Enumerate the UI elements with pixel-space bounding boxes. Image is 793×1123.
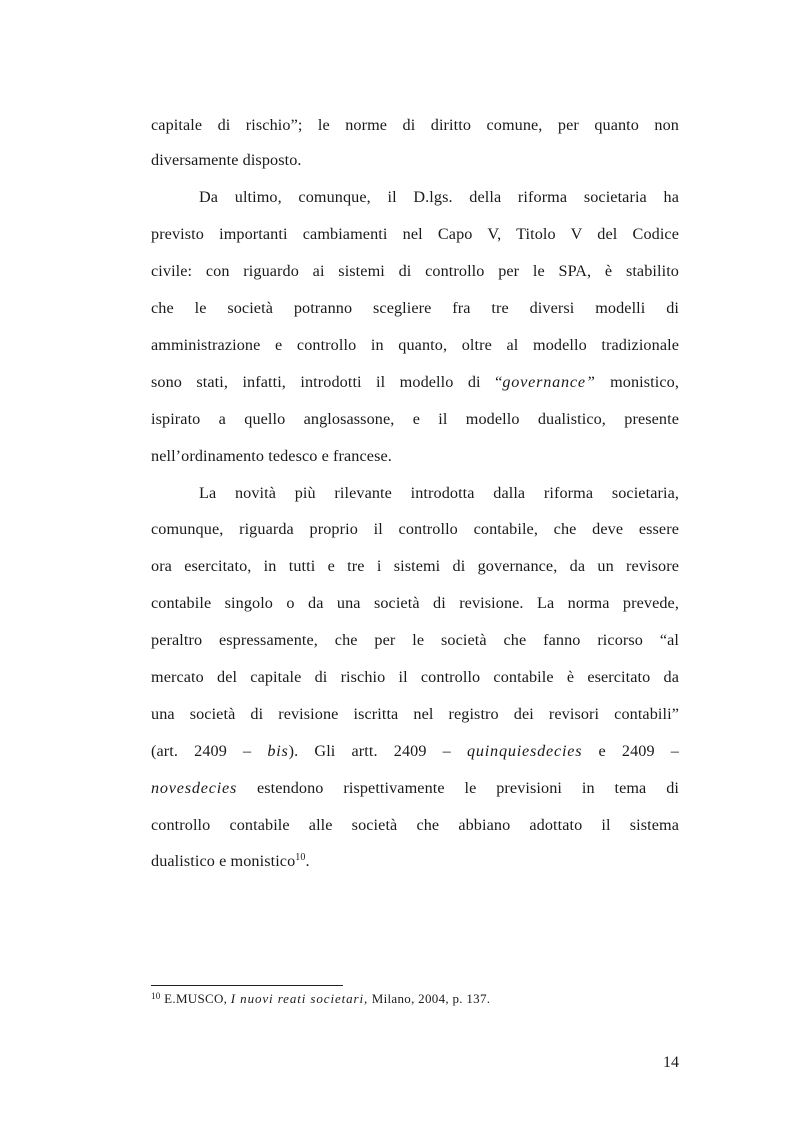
footnote: $^{10}$ E.MUSCO, I nuovi reati societari, Milano, 2004, p. 137.: [151, 991, 491, 1006]
body-line: mercato del capitale di rischio il controllo contabile è esercitato da: [151, 668, 679, 686]
body-line: ora esercitato, in tutti e tre i sistemi di governance, da un revisore: [151, 557, 679, 575]
footnote-number: 10: [151, 991, 161, 1001]
body-line: peraltro espressamente, che per le società che fanno ricorso “al: [151, 631, 679, 649]
body-line: diversamente disposto.: [151, 151, 302, 169]
body-line: una società di revisione iscritta nel registro dei revisori contabili”: [151, 705, 679, 723]
body-line: sono stati, infatti, introdotti il modello di “governance” monistico,: [151, 373, 679, 391]
footnote-ref: 10: [295, 852, 306, 863]
body-line: che le società potranno scegliere fra tre diversi modelli di: [151, 299, 679, 317]
body-line: (art. 2409 – bis). Gli artt. 2409 – quinquiesdecies e 2409 –: [151, 742, 679, 760]
body-line: ispirato a quello anglosassone, e il modello dualistico, presente: [151, 410, 679, 428]
body-line: nell’ordinamento tedesco e francese.: [151, 447, 392, 465]
footnote-separator: [151, 985, 343, 986]
body-line: amministrazione e controllo in quanto, oltre al modello tradizionale: [151, 336, 679, 354]
body-line: contabile singolo o da una società di revisione. La norma prevede,: [151, 594, 679, 612]
body-line: novesdecies estendono rispettivamente le previsioni in tema di: [151, 779, 679, 797]
page-number: 14: [663, 1054, 679, 1071]
body-line: Da ultimo, comunque, il D.lgs. della riforma societaria ha: [199, 188, 679, 206]
body-line: capitale di rischio”; le norme di diritto comune, per quanto non: [151, 116, 679, 134]
body-line: previsto importanti cambiamenti nel Capo V, Titolo V del Codice: [151, 225, 679, 243]
body-line: comunque, riguarda proprio il controllo contabile, che deve essere: [151, 520, 679, 538]
body-line: dualistico e monistico$^{10}$.: [151, 852, 310, 870]
body-line: La novità più rilevante introdotta dalla riforma societaria,: [199, 484, 679, 502]
body-line: civile: con riguardo ai sistemi di controllo per le SPA, è stabilito: [151, 262, 679, 280]
body-line: controllo contabile alle società che abbiano adottato il sistema: [151, 816, 679, 834]
